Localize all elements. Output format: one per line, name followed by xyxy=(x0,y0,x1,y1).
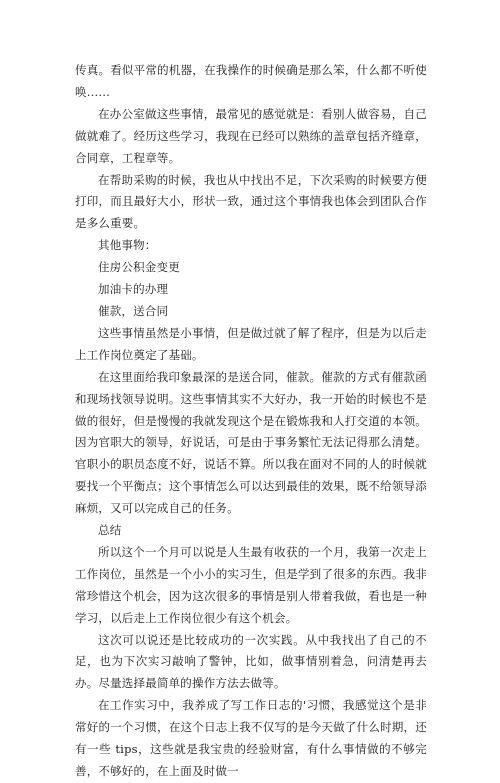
paragraph: 传真。看似平常的机器，在我操作的时候确是那么笨，什么都不听使唤…… xyxy=(75,63,427,99)
paragraph: 在工作实习中，我养成了写工作日志的'习惯，我感觉这个是非常好的一个习惯，在这个日志上我不仅写的是今天做了什么时期，还有一些 tips，这些就是我宝贵的经验财富，有什么事情做的不够完善，不够好的，在上面及时做一 xyxy=(75,698,427,778)
list-item: 加油卡的办理 xyxy=(98,282,169,297)
list-item: 催款，送合同 xyxy=(98,303,169,318)
paragraph: 在帮助采购的时候，我也从中找出不足，下次采购的时候要方便打印，而且最好大小，形状一致，通过这个事情我也体会到团队合作是多么重要。 xyxy=(75,172,427,231)
document-body xyxy=(75,60,427,783)
section-heading: 总结 xyxy=(98,523,122,538)
paragraph: 所以这个一个月可以说是人生最有收获的一个月，我第一次走上工作岗位，虽然是一个小小的实习生，但是学到了很多的东西。我非常珍惜这个机会，因为这次很多的事情是别人带着我做，看也是一种学习，以后走上工作岗位很少有这个机会。 xyxy=(75,544,427,625)
list-item: 住房公积金变更 xyxy=(98,260,180,275)
paragraph: 在办公室做这些事情，最常见的感觉就是：看别人做容易，自己做就难了。经历这些学习，我现在已经可以熟练的盖章包括齐缝章，合同章，工程章等。 xyxy=(75,106,427,165)
list-label: 其他事物： xyxy=(98,238,157,253)
paragraph: 在这里面给我印象最深的是送合同，催款。催款的方式有催款函和现场找领导说明。这些事情其实不大好办，我一开始的时候也不是做的很好，但是慢慢的我就发现这个是在锻炼我和人打交道的本领。因为官职大的领导，好说话，可是由于事务繁忙无法记得那么清楚。官职小的职员态度不好，说话不算。所以我在面对不同的人的时候就要找一个平衡点；这个事情怎么可以达到最佳的效果，既不给领导添麻烦，又可以完成自己的任务。 xyxy=(75,369,427,516)
paragraph: 这次可以说还是比较成功的一次实践。从中我找出了自己的不足，也为下次实习敲响了警钟，比如，做事情别着急，问清楚再去办。尽量选择最简单的操作方法去做等。 xyxy=(75,632,427,691)
paragraph: 这些事情虽然是小事情，但是做过就了解了程序，但是为以后走上工作岗位奠定了基础。 xyxy=(75,325,427,362)
